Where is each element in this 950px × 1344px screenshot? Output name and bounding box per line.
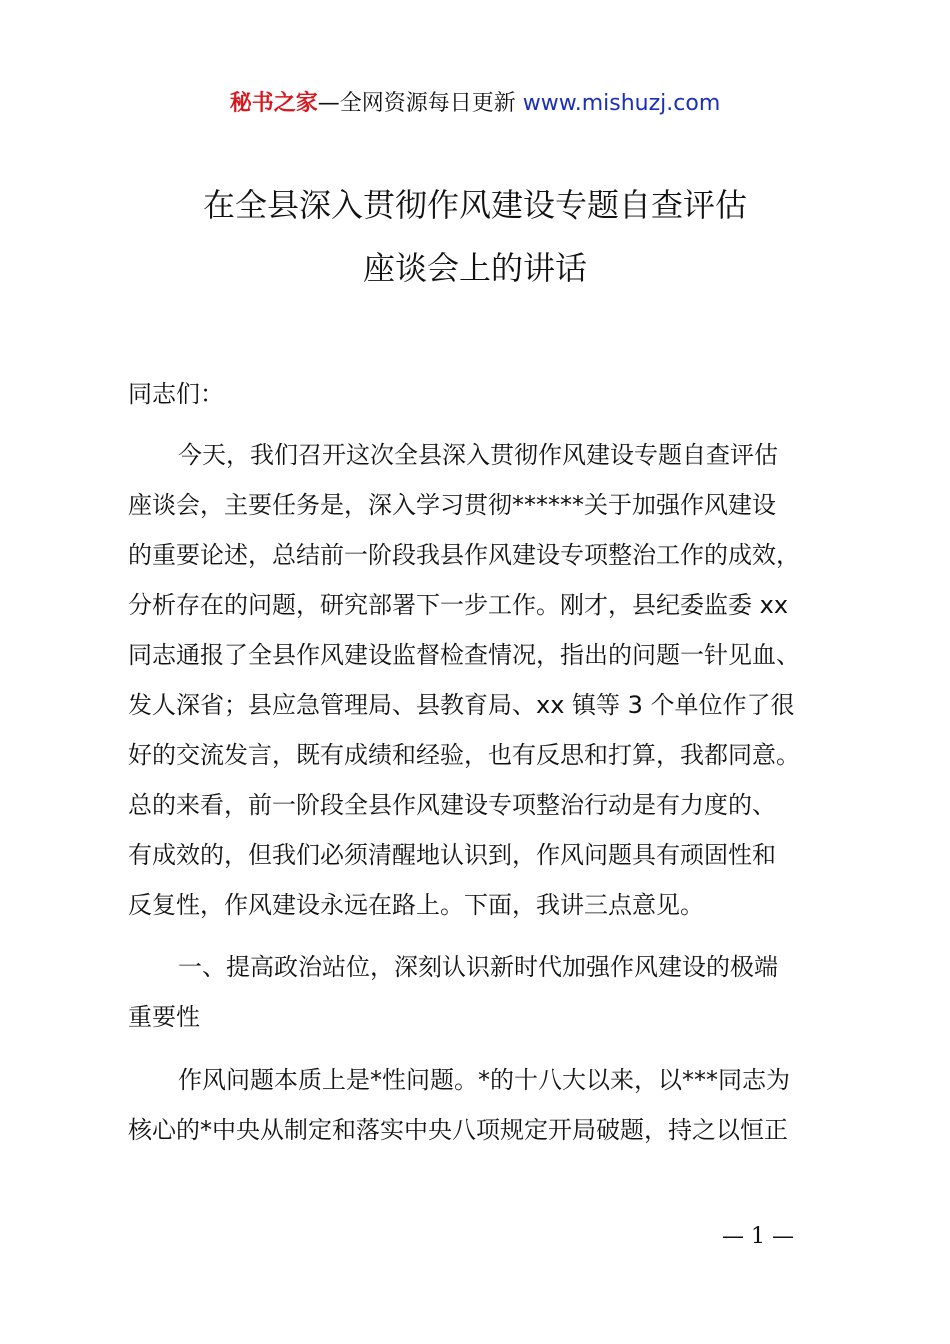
page-number: — 1 — — [722, 1224, 794, 1249]
paragraph-1-line: 今天，我们召开这次全县深入贯彻作风建设专题自查评估 — [178, 441, 778, 469]
paragraph-1-line: 总的来看，前一阶段全县作风建设专项整治行动是有力度的、 — [128, 791, 776, 819]
site-slogan: —全网资源每日更新 — [317, 91, 523, 116]
section-heading-line: 重要性 — [128, 1003, 200, 1031]
paragraph-2-line: 核心的*中央从制定和落实中央八项规定开局破题，持之以恒正 — [128, 1116, 788, 1144]
paragraph-2-line: 作风问题本质上是*性问题。*的十八大以来，以***同志为 — [178, 1066, 790, 1094]
document-title-line-2: 座谈会上的讲话 — [362, 249, 587, 287]
salutation: 同志们： — [128, 380, 224, 408]
paragraph-1-line: 座谈会，主要任务是，深入学习贯彻******关于加强作风建设 — [128, 491, 776, 519]
paragraph-1-line: 发人深省；县应急管理局、县教育局、xx 镇等 3 个单位作了很 — [128, 691, 795, 719]
section-heading-1 — [128, 942, 840, 1042]
site-brand: 秘书之家 — [229, 91, 318, 116]
section-heading-line: 一、提高政治站位，深刻认识新时代加强作风建设的极端 — [178, 953, 778, 981]
document-title-line-1: 在全县深入贯彻作风建设专题自查评估 — [202, 186, 747, 224]
paragraph-2 — [128, 1055, 840, 1155]
paragraph-1 — [128, 430, 840, 930]
site-header — [0, 86, 950, 122]
paragraph-1-line: 有成效的，但我们必须清醒地认识到，作风问题具有顽固性和 — [128, 841, 776, 869]
paragraph-1-line: 同志通报了全县作风建设监督检查情况，指出的问题一针见血、 — [128, 641, 800, 669]
site-url-link[interactable]: www.mishuzj.com — [522, 91, 721, 116]
paragraph-1-line: 好的交流发言，既有成绩和经验，也有反思和打算，我都同意。 — [128, 741, 800, 769]
paragraph-1-line: 反复性，作风建设永远在路上。下面，我讲三点意见。 — [128, 891, 704, 919]
paragraph-1-line: 的重要论述，总结前一阶段我县作风建设专项整治工作的成效， — [128, 541, 800, 569]
paragraph-1-line: 分析存在的问题，研究部署下一步工作。刚才，县纪委监委 xx — [128, 591, 789, 619]
